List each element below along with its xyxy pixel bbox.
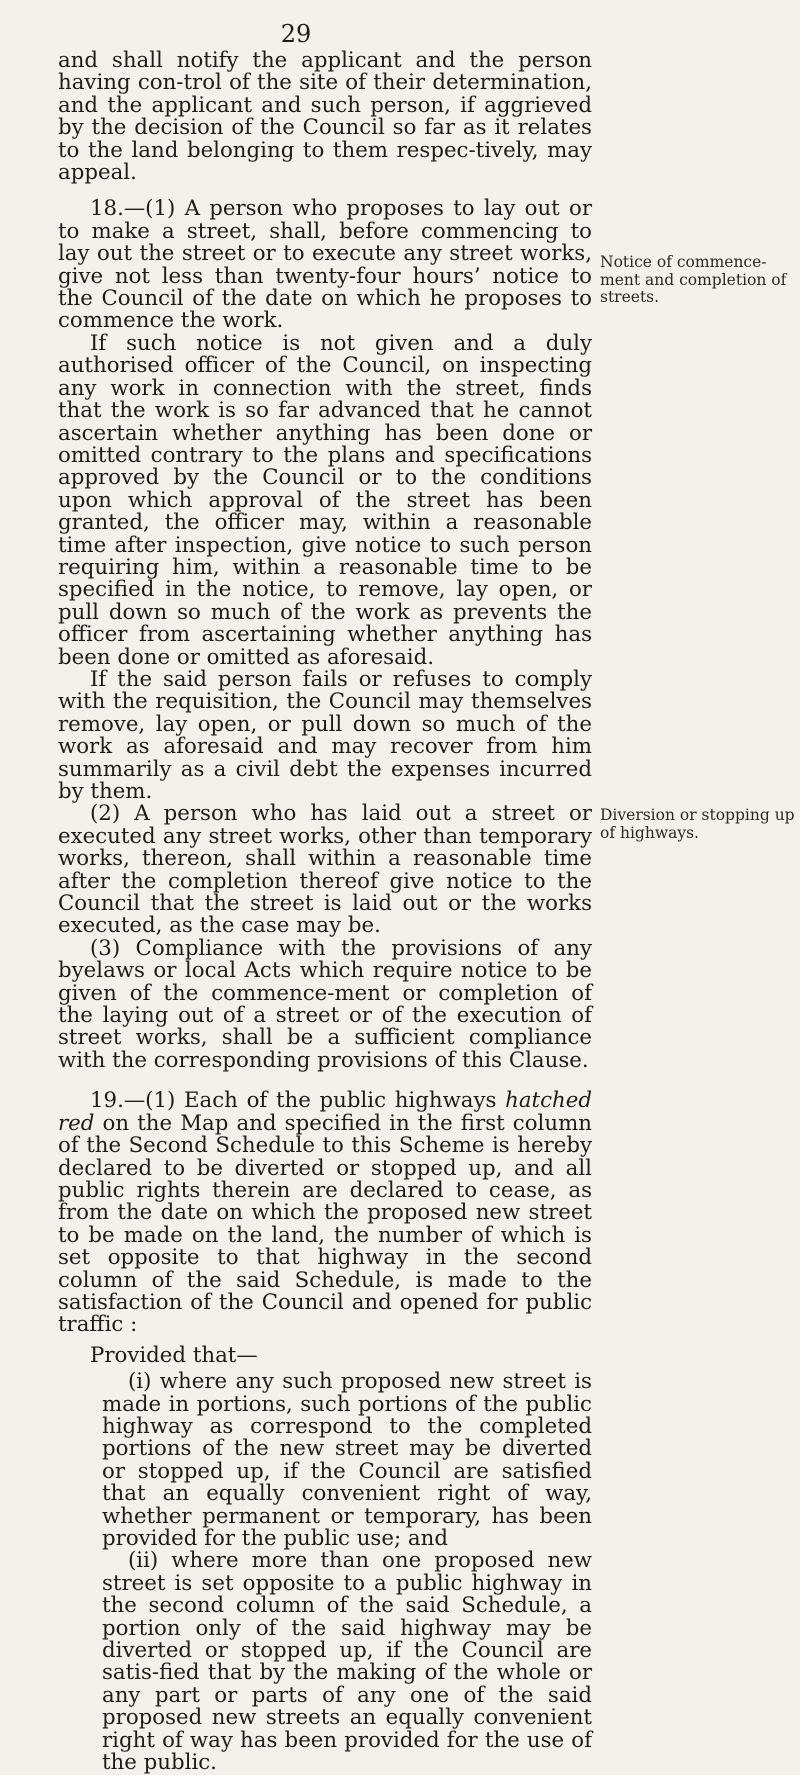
page-number: 29 [280, 20, 312, 48]
paragraph-clause-19-1 [58, 1090, 592, 1336]
margin-note-clause-18: Notice of commence-ment and completion of streets. [600, 253, 787, 306]
paragraph-proviso-i: (i) where any such proposed new street is made in portions, such portions of the public highway as correspond to the completed portions of the new street may be diverted or stopped up, if the Council are satisfied that an equally convenient right of way, whether permanent or temporary, has been provided for the public use; and [102, 1369, 592, 1551]
paragraph-proviso-ii: (ii) where more than one proposed new street is set opposite to a public highway in the second column of the said Schedule, a portion only of the said highway may be diverted or stopped up, if the Council are satis-fied that by the making of the whole or any part or parts of any one of the said proposed new streets an equally convenient right of way has been provided for the use of the public. [102, 1548, 592, 1775]
paragraph-intro: and shall notify the applicant and the person having con-trol of the site of their determination, and the applicant and such person, if aggrieved by the decision of the Council so far as it relates to the land belonging to them respec-tively, may appeal. [58, 48, 592, 186]
paragraph-clause-18-1-failure-to-comply: If the said person fails or refuses to comply with the requisition, the Council may themselves remove, lay open, or pull down so much of the work as aforesaid and may recover from him summarily as a civil debt the expenses incurred by them. [58, 666, 592, 804]
main-text-column [58, 50, 592, 1774]
paragraph-clause-18-1-notice-not-given: If such notice is not given and a duly authorised officer of the Council, on inspecting any work in connection with the street, finds that the work is so far advanced that he cannot ascertain whether anything has been done or omitted contrary to the plans and specifications approved by the Council or to the conditions upon which approval of the street has been granted, the officer may, within a reasonable time after inspection, give notice to such person requiring him, within a reasonable time to be specified in the notice, to remove, lay open, or pull down so much of the work as prevents the officer from ascertaining whether anything has been done or omitted as aforesaid. [58, 330, 592, 670]
clause-19-text-start: 19.—(1) Each of the public highways [90, 1088, 506, 1114]
clause-19-text-rest: on the Map and specified in the first column of the Second Schedule to this Scheme is hereby declared to be diverted or stopped up, and all public rights therein are declared to cease, as from the date on which the proposed new street to be made on the land, the number of which is set opposite to that highway in the second column of the said Schedule, is made to the satisfaction of the Council and opened for public traffic : [58, 1110, 592, 1338]
paragraph-clause-18-1: 18.—(1) A person who proposes to lay out or to make a street, shall, before commencing to lay out the street or to execute any street works, give not less than twenty-four hours’ notice to the Council of the date on which he proposes to commence the work. [58, 196, 592, 334]
hatched-red-italic: hatched red [58, 1088, 592, 1136]
margin-note-clause-19: Diversion or stopping up of highways. [600, 806, 795, 842]
paragraph-provided-that: Provided that— [90, 1342, 258, 1368]
paragraph-clause-18-3: (3) Compliance with the provisions of any byelaws or local Acts which require notice to be given of the commence-ment or completion of the laying out of a street or of the execution of street works, shall be a sufficient compliance with the corresponding provisions of this Clause. [58, 935, 592, 1073]
paragraph-clause-18-2: (2) A person who has laid out a street or executed any street works, other than temporary works, thereon, shall within a reasonable time after the completion thereof give notice to the Council that the street is laid out or the works executed, as the case may be. [58, 801, 592, 939]
